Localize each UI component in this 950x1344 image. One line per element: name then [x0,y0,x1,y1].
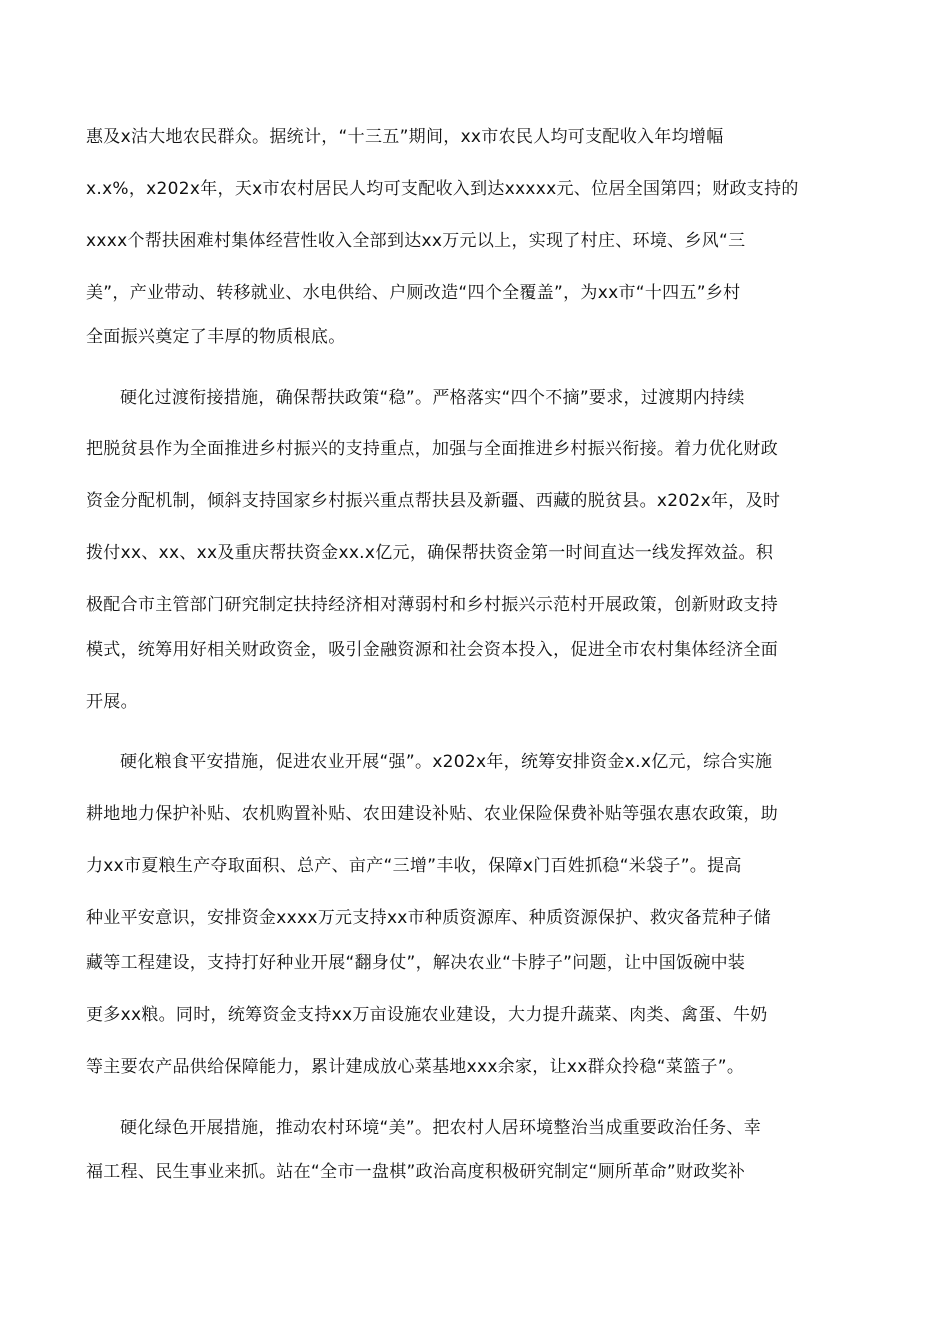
text-line: 全面振兴奠定了丰厚的物质根底。 [86,327,346,347]
text-line: 力xx市夏粮生产夺取面积、总产、亩产“三增”丰收，保障x门百姓抓稳“米袋子”。提高 [86,856,742,876]
text-line: 惠及x沽大地农民群众。据统计，“十三五”期间，xx市农民人均可支配收入年均增幅 [86,127,724,147]
text-line: 开展。 [86,692,138,712]
text-line: 模式，统筹用好相关财政资金，吸引金融资源和社会资本投入，促进全市农村集体经济全面 [86,640,778,660]
text-line: 种业平安意识，安排资金xxxx万元支持xx市种质资源库、种质资源保护、救灾备荒种子储 [86,908,771,928]
text-line: 美”，产业带动、转移就业、水电供给、户厕改造“四个全覆盖”，为xx市“十四五”乡村 [86,283,741,303]
text-line: 更多xx粮。同时，统筹资金支持xx万亩设施农业建设，大力提升蔬菜、肉类、禽蛋、牛奶 [86,1005,768,1025]
text-line: 藏等工程建设，支持打好种业开展“翻身仗”，解决农业“卡脖子”问题，让中国饭碗中装 [86,953,746,973]
text-line: xxxx个帮扶困难村集体经营性收入全部到达xx万元以上，实现了村庄、环境、乡风“三 [86,231,746,251]
text-line: 拨付xx、xx、xx及重庆帮扶资金xx.x亿元，确保帮扶资金第一时间直达一线发挥效益。积 [86,543,774,563]
text-line: 极配合市主管部门研究制定扶持经济相对薄弱村和乡村振兴示范村开展政策，创新财政支持 [86,595,778,615]
text-line: 硬化过渡衔接措施，确保帮扶政策“稳”。严格落实“四个不摘”要求，过渡期内持续 [120,388,745,408]
text-line: 资金分配机制，倾斜支持国家乡村振兴重点帮扶县及新疆、西藏的脱贫县。x202x年，及时 [86,491,781,511]
text-line: 福工程、民生事业来抓。站在“全市一盘棋”政治高度积极研究制定“厕所革命”财政奖补 [86,1162,746,1182]
text-line: 硬化粮食平安措施，促进农业开展“强”。x202x年，统筹安排资金x.x亿元，综合实施 [120,752,773,772]
text-line: 等主要农产品供给保障能力，累计建成放心菜基地xxx余家，让xx群众拎稳“菜篮子”。 [86,1057,745,1077]
text-line: x.x%，x202x年，天x市农村居民人均可支配收入到达xxxxx元、位居全国第四；财政支持的 [86,179,799,199]
text-line: 耕地地力保护补贴、农机购置补贴、农田建设补贴、农业保险保费补贴等强农惠农政策，助 [86,804,778,824]
text-line: 硬化绿色开展措施，推动农村环境“美”。把农村人居环境整治当成重要政治任务、幸 [120,1118,762,1138]
text-line: 把脱贫县作为全面推进乡村振兴的支持重点，加强与全面推进乡村振兴衔接。着力优化财政 [86,439,778,459]
